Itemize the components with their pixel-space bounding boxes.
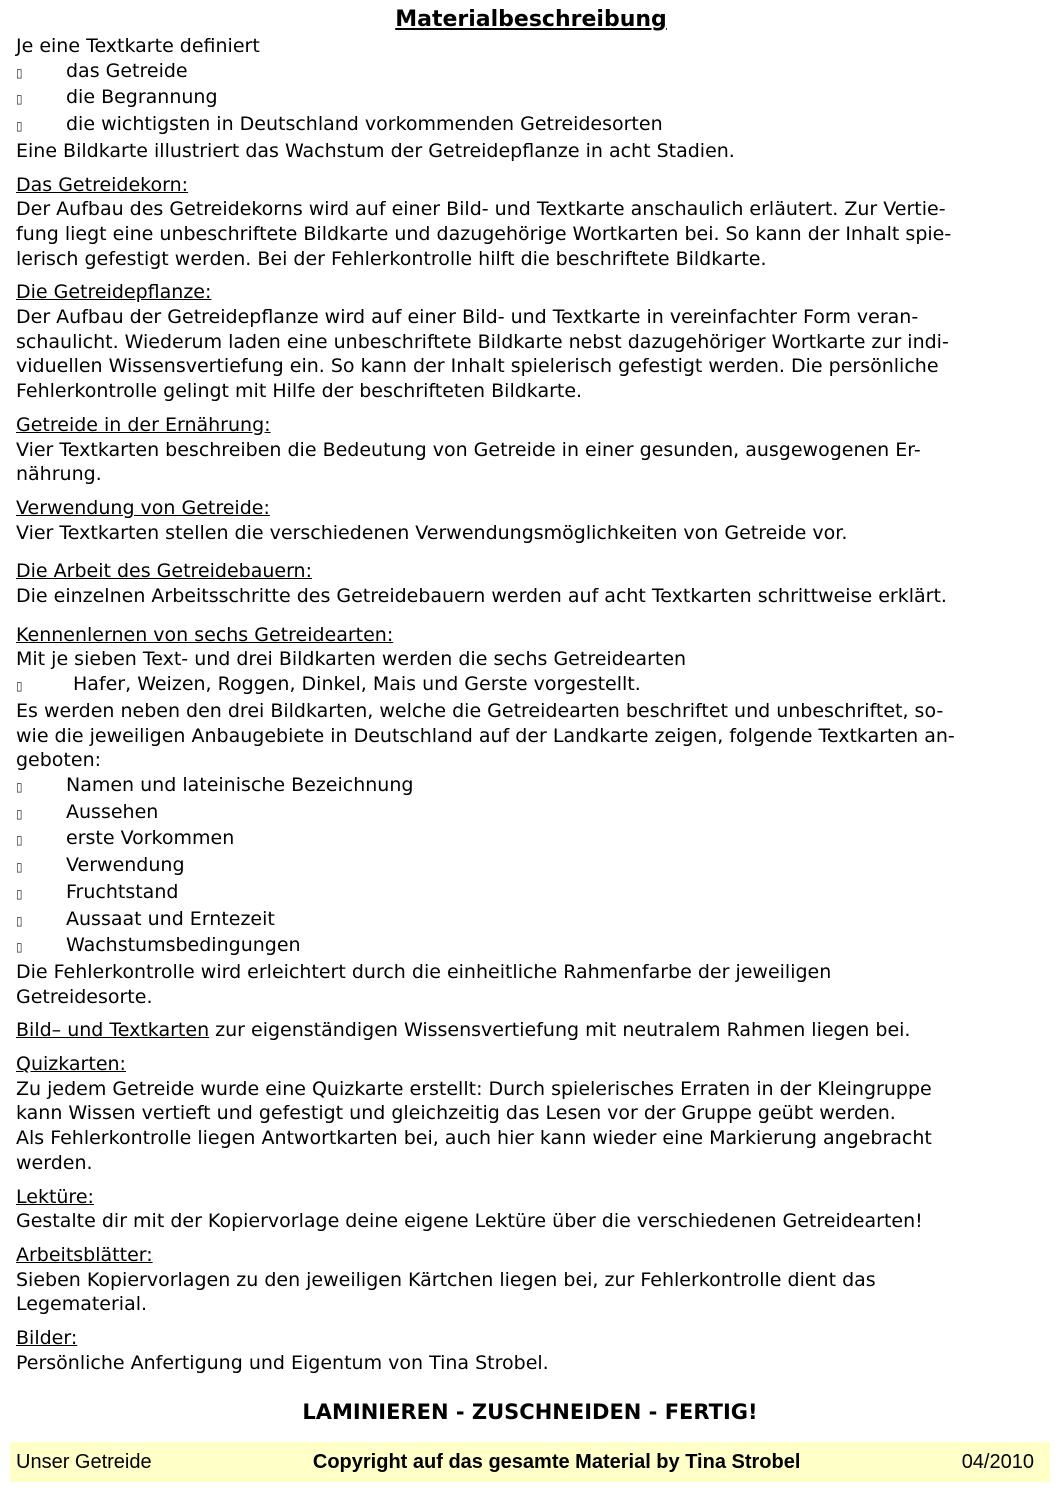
square-bullet-icon: ▯ [16, 779, 23, 794]
square-bullet-icon: ▯ [16, 913, 23, 928]
paragraph-line: lerisch gefestigt werden. Bei der Fehlerkontrolle hilft die beschriftete Bildkarte. [16, 247, 767, 270]
list-item: ▯ die Begrannung [16, 85, 1046, 112]
paragraph-line: Legematerial. [16, 1293, 148, 1316]
paragraph-line: Mit je sieben Text- und drei Bildkarten werden die sechs Getreidearten [16, 648, 687, 671]
section-quizkarten [16, 1052, 1046, 1176]
list-item: ▯ Hafer, Weizen, Roggen, Dinkel, Mais und Gerste vorgestellt. [16, 672, 1046, 699]
paragraph-line: Vier Textkarten beschreiben die Bedeutung von Getreide in einer gesunden, ausgewogenen Er- [16, 438, 921, 461]
square-bullet-icon: ▯ [16, 119, 23, 134]
section-heading: Arbeitsblätter: [16, 1243, 153, 1266]
section-getreidearten [16, 623, 1046, 1010]
list-item: ▯ das Getreide [16, 59, 1046, 86]
section-heading: Lektüre: [16, 1185, 94, 1208]
paragraph-line: Es werden neben den drei Bildkarten, welche die Getreidearten beschriftet und unbeschriftet, so- [16, 699, 944, 722]
paragraph-line: Fehlerkontrolle gelingt mit Hilfe der beschrifteten Bildkarte. [16, 380, 583, 403]
square-bullet-icon: ▯ [16, 860, 23, 875]
paragraph-line: fung liegt eine unbeschriftete Bildkarte und dazugehörige Wortkarten bei. So kann der Inhalt spie- [16, 222, 952, 245]
paragraph-line: kann Wissen vertieft und gefestigt und gleichzeitig das Lesen vor der Gruppe geübt werden. [16, 1102, 896, 1125]
intro-line: Je eine Textkarte definiert [16, 35, 260, 57]
section-lektuere [16, 1185, 1046, 1234]
paragraph-line: Der Aufbau des Getreidekorns wird auf einer Bild- und Textkarte anschaulich erläutert. Zur Vertie- [16, 198, 946, 221]
paragraph-line [16, 1018, 1046, 1043]
paragraph-line: Gestalte dir mit der Kopiervorlage deine eigene Lektüre über die verschiedenen Getreidearten! [16, 1210, 923, 1233]
square-bullet-icon: ▯ [16, 65, 23, 80]
section-heading: Kennenlernen von sechs Getreidearten: [16, 623, 394, 646]
paragraph-line: schaulicht. Wiederum laden eine unbeschriftete Bildkarte nebst dazugehöriger Wortkarte zur indi- [16, 330, 949, 353]
paragraph-line: Vier Textkarten stellen die verschiedenen Verwendungsmöglichkeiten von Getreide vor. [16, 521, 848, 544]
square-bullet-icon: ▯ [16, 679, 23, 694]
section-getreidebauer [16, 559, 1046, 608]
paragraph-line: Persönliche Anfertigung und Eigentum von Tina Strobel. [16, 1351, 549, 1374]
paragraph-text: zur eigenständigen Wissensvertiefung mit neutralem Rahmen liegen bei. [209, 1019, 911, 1042]
paragraph-line: Getreidesorte. [16, 985, 153, 1008]
paragraph-line: werden. [16, 1151, 93, 1174]
list-item: ▯ die wichtigsten in Deutschland vorkommenden Getreidesorten [16, 112, 1046, 139]
section-heading: Bild– und Textkarten [16, 1019, 210, 1042]
paragraph-line: Als Fehlerkontrolle liegen Antwortkarten bei, auch hier kann wieder eine Markierung angebracht [16, 1127, 932, 1150]
footer-date: 04/2010 [961, 1450, 1034, 1473]
paragraph-line: viduellen Wissensvertiefung ein. So kann der Inhalt spielerisch gefestigt werden. Die persönliche [16, 355, 939, 378]
footer-copyright: Copyright auf das gesamte Material by Tina Strobel [312, 1450, 801, 1473]
section-heading: Getreide in der Ernährung: [16, 413, 271, 436]
section-heading: Die Getreidepflanze: [16, 281, 212, 304]
square-bullet-icon: ▯ [16, 940, 23, 955]
list-item: ▯ erste Vorkommen [16, 826, 1046, 853]
section-ernaehrung [16, 413, 1046, 487]
list-item: ▯ Aussaat und Erntezeit [16, 907, 1046, 934]
paragraph-line: Zu jedem Getreide wurde eine Quizkarte erstellt: Durch spielerisches Erraten in der Kleingruppe [16, 1077, 932, 1100]
paragraph-line: Der Aufbau der Getreidepflanze wird auf einer Bild- und Textkarte in vereinfachter Form veran- [16, 306, 919, 329]
intro-line: Eine Bildkarte illustriert das Wachstum der Getreidepflanze in acht Stadien. [16, 139, 735, 162]
section-arbeitsblaetter [16, 1243, 1046, 1317]
list-item: ▯ Wachstumsbedingungen [16, 933, 1046, 960]
intro [16, 34, 1046, 164]
section-heading: Das Getreidekorn: [16, 173, 189, 196]
square-bullet-icon: ▯ [16, 886, 23, 901]
section-getreidepflanze [16, 280, 1046, 404]
section-heading: Quizkarten: [16, 1053, 126, 1076]
paragraph-line: Die Fehlerkontrolle wird erleichtert durch die einheitliche Rahmenfarbe der jeweiligen [16, 960, 832, 983]
page-title: Materialbeschreibung [395, 7, 667, 32]
paragraph-line: geboten: [16, 749, 102, 772]
section-heading: Verwendung von Getreide: [16, 496, 270, 519]
paragraph-line: Die einzelnen Arbeitsschritte des Getreidebauern werden auf acht Textkarten schrittweise erklärt. [16, 585, 947, 608]
paragraph-line: Sieben Kopiervorlagen zu den jeweiligen Kärtchen liegen bei, zur Fehlerkontrolle dient das [16, 1268, 876, 1291]
list-item: ▯ Verwendung [16, 853, 1046, 880]
list-item: ▯ Namen und lateinische Bezeichnung [16, 773, 1046, 800]
square-bullet-icon: ▯ [16, 806, 23, 821]
section-heading: Die Arbeit des Getreidebauern: [16, 560, 312, 583]
section-bilder [16, 1326, 1046, 1375]
section-bild-textkarten [16, 1018, 1046, 1043]
section-getreidekorn [16, 173, 1046, 272]
list-item: ▯ Aussehen [16, 800, 1046, 827]
paragraph-line: nährung. [16, 463, 102, 486]
footer-bar [10, 1442, 1050, 1482]
section-heading: Bilder: [16, 1327, 78, 1350]
motto-text: LAMINIEREN - ZUSCHNEIDEN - FERTIG! [302, 1400, 758, 1424]
list-item: ▯ Fruchtstand [16, 880, 1046, 907]
paragraph-line: wie die jeweiligen Anbaugebiete in Deutschland auf der Landkarte zeigen, folgende Textkarten an- [16, 724, 955, 747]
section-verwendung [16, 496, 1046, 545]
content [16, 6, 1046, 1375]
square-bullet-icon: ▯ [16, 833, 23, 848]
footer-left: Unser Getreide [16, 1450, 152, 1473]
square-bullet-icon: ▯ [16, 92, 23, 107]
